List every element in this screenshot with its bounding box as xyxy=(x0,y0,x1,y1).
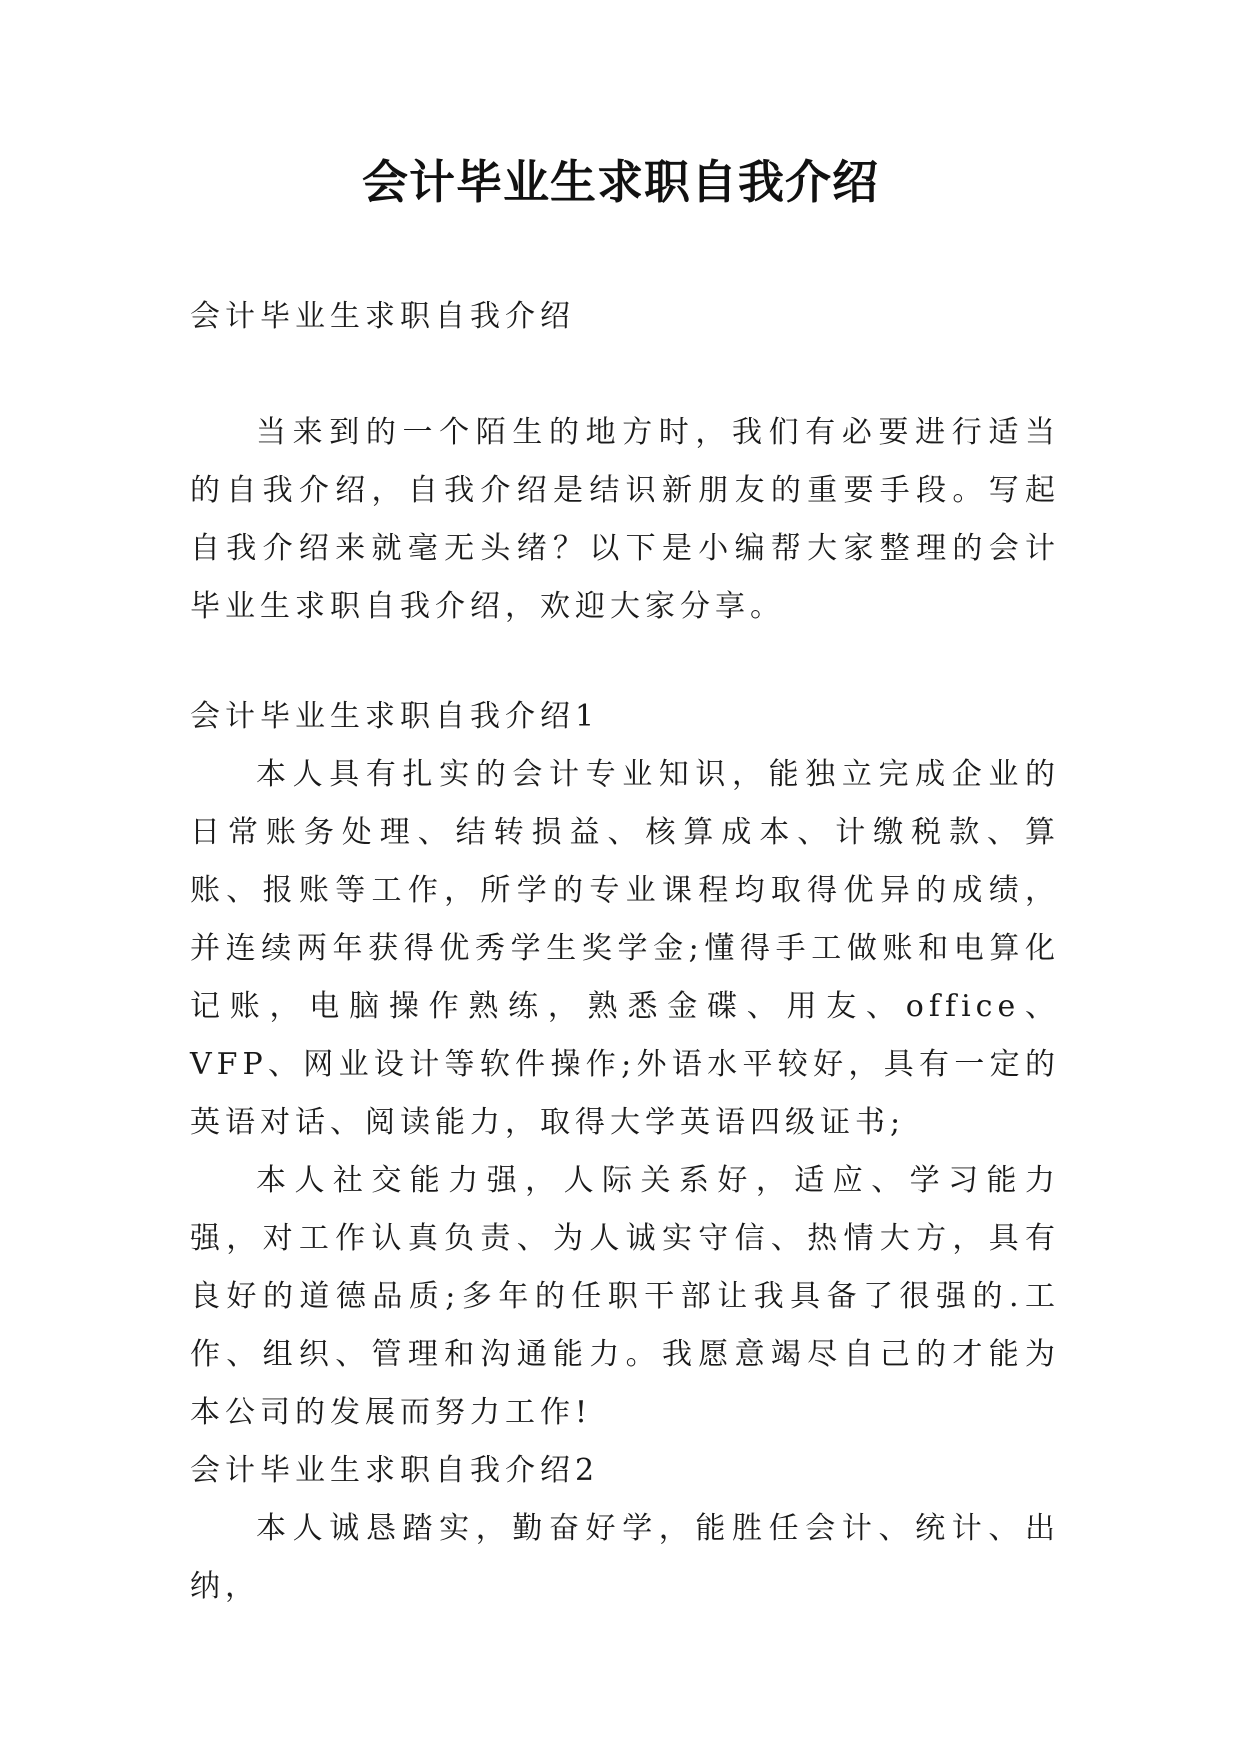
section2-paragraph-1: 本人诚恳踏实，勤奋好学，能胜任会计、统计、出纳， xyxy=(190,1511,1060,1604)
document-title: 会计毕业生求职自我介绍 xyxy=(362,155,879,209)
section-heading-1: 会计毕业生求职自我介绍1 xyxy=(190,699,600,734)
section-heading-2: 会计毕业生求职自我介绍2 xyxy=(190,1453,600,1488)
document-subtitle: 会计毕业生求职自我介绍 xyxy=(190,299,575,334)
intro-paragraph: 当来到的一个陌生的地方时，我们有必要进行适当的自我介绍，自我介绍是结识新朋友的重要手段。写起自我介绍来就毫无头绪？以下是小编帮大家整理的会计毕业生求职自我介绍，欢迎大家分享。 xyxy=(190,415,1060,624)
section1-paragraph-2: 本人社交能力强，人际关系好，适应、学习能力强，对工作认真负责、为人诚实守信、热情大方，具有良好的道德品质;多年的任职干部让我具备了很强的.工作、组织、管理和沟通能力。我愿意竭尽自己的才能为本公司的发展而努力工作! xyxy=(190,1163,1060,1430)
section1-paragraph-1: 本人具有扎实的会计专业知识，能独立完成企业的日常账务处理、结转损益、核算成本、计缴税款、算账、报账等工作，所学的专业课程均取得优异的成绩，并连续两年获得优秀学生奖学金;懂得手工做账和电算化记账，电脑操作熟练，熟悉金碟、用友、office、VFP、网业设计等软件操作;外语水平较好，具有一定的英语对话、阅读能力，取得大学英语四级证书; xyxy=(190,757,1060,1140)
document-body xyxy=(190,288,1060,1616)
